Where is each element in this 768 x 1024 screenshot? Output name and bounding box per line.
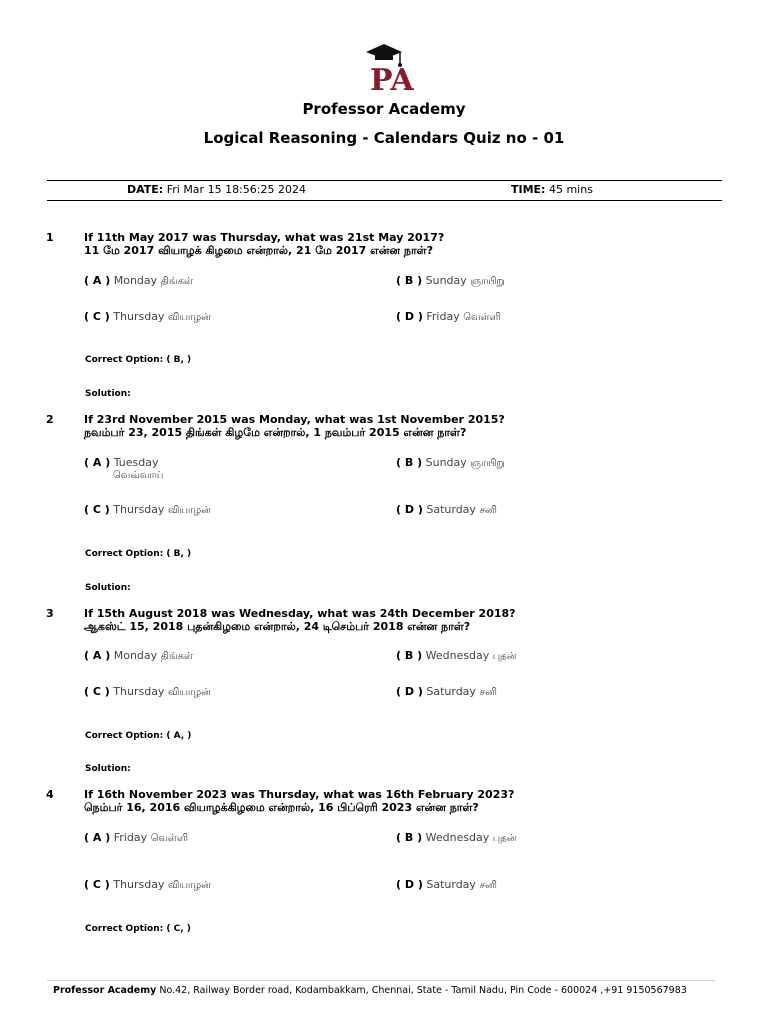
correct-option: Correct Option: ( B, ) <box>85 549 192 559</box>
solution-label: Solution: <box>85 583 131 593</box>
academy-name: Professor Academy <box>302 100 466 118</box>
option-a: ( A ) Friday வெள்ளி <box>84 831 189 844</box>
academy-logo <box>362 42 414 102</box>
option-a: ( A ) Monday திங்கள் <box>84 274 194 287</box>
date-value: Fri Mar 15 18:56:25 2024 <box>166 183 306 196</box>
question-en: If 15th August 2018 was Wednesday, what was 24th December 2018? <box>84 607 516 620</box>
logo-letter-p: PA <box>370 63 414 98</box>
option-d: ( D ) Friday வெள்ளி <box>396 310 501 323</box>
question-number: 4 <box>46 788 54 801</box>
question-text <box>84 231 684 257</box>
option-a: ( A ) Tuesday வெவ்வாய் <box>84 456 164 481</box>
date-label: DATE: <box>127 183 164 196</box>
question-ta: நவம்பர் 23, 2015 திங்கள் கிழமே என்றால், 1 நவம்பர் 2015 என்ன நாள்? <box>84 426 467 439</box>
question-ta: ஆகஸ்ட் 15, 2018 புதன்கிழமை என்றால், 24 டிசெம்பர் 2018 என்ன நாள்? <box>84 620 471 633</box>
question-text <box>84 413 684 439</box>
header-rule-bottom <box>47 200 722 201</box>
option-b: ( B ) Wednesday புதன் <box>396 831 517 844</box>
option-a: ( A ) Monday திங்கள் <box>84 649 194 662</box>
question-text <box>84 607 684 633</box>
question-en: If 11th May 2017 was Thursday, what was 21st May 2017? <box>84 231 445 244</box>
footer-rule <box>47 980 715 981</box>
footer-address: No.42, Railway Border road, Kodambakkam, Chennai, State - Tamil Nadu, Pin Code - 600024 ,+91 9150567983 <box>159 985 687 996</box>
correct-option: Correct Option: ( A, ) <box>85 731 192 741</box>
quiz-title: Logical Reasoning - Calendars Quiz no - 01 <box>203 129 565 147</box>
question-ta: 11 மே 2017 வியாழக் கிழமை என்றால், 21 மே 2017 என்ன நாள்? <box>84 244 433 257</box>
option-d: ( D ) Saturday சனி <box>396 878 497 891</box>
date-field <box>127 183 306 196</box>
question-en: If 23rd November 2015 was Monday, what was 1st November 2015? <box>84 413 505 426</box>
question-text <box>84 788 684 814</box>
option-d: ( D ) Saturday சனி <box>396 685 497 698</box>
footer <box>53 985 687 996</box>
question-number: 2 <box>46 413 54 426</box>
option-b: ( B ) Sunday ஞாயிறு <box>396 456 505 469</box>
option-b: ( B ) Wednesday புதன் <box>396 649 517 662</box>
solution-label: Solution: <box>85 389 131 399</box>
option-b: ( B ) Sunday ஞாயிறு <box>396 274 505 287</box>
option-c: ( C ) Thursday வியாழன் <box>84 503 211 516</box>
correct-option: Correct Option: ( C, ) <box>85 924 191 934</box>
option-c: ( C ) Thursday வியாழன் <box>84 685 211 698</box>
question-en: If 16th November 2023 was Thursday, what was 16th February 2023? <box>84 788 515 801</box>
option-d: ( D ) Saturday சனி <box>396 503 497 516</box>
footer-name: Professor Academy <box>53 985 157 996</box>
correct-option: Correct Option: ( B, ) <box>85 355 192 365</box>
time-value: 45 mins <box>548 183 593 196</box>
solution-label: Solution: <box>85 764 131 774</box>
header-rule-top <box>47 180 722 181</box>
time-field <box>511 183 593 196</box>
question-number: 1 <box>46 231 54 244</box>
option-c: ( C ) Thursday வியாழன் <box>84 310 211 323</box>
time-label: TIME: <box>511 183 546 196</box>
question-number: 3 <box>46 607 54 620</box>
option-c: ( C ) Thursday வியாழன் <box>84 878 211 891</box>
question-ta: நெம்பர் 16, 2016 வியாழக்கிழமை என்றால், 16 பிப்ரெரி 2023 என்ன நாள்? <box>84 801 479 814</box>
